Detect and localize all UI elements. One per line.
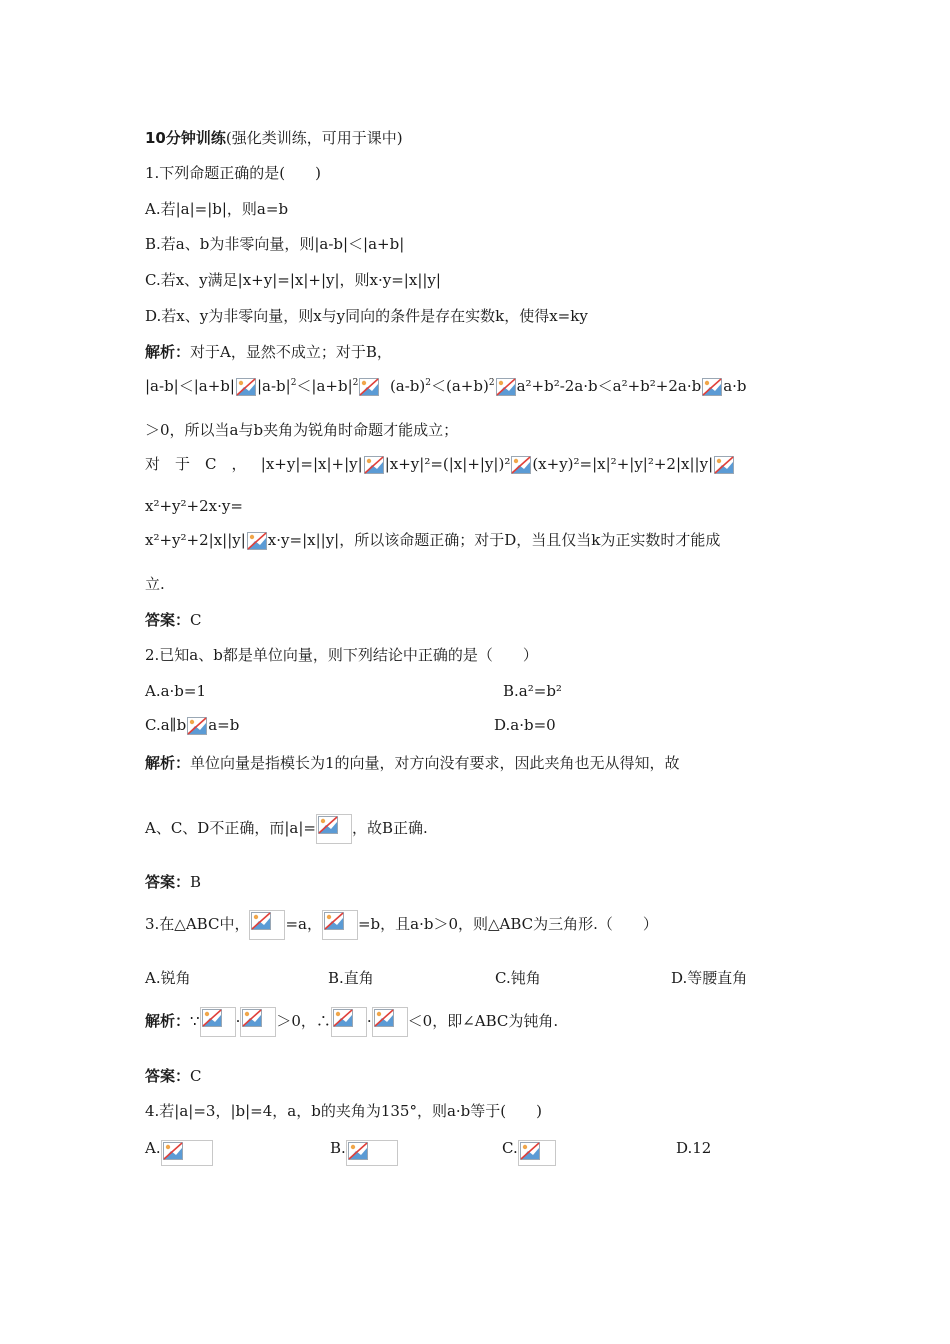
q4-option-d: D.12 bbox=[676, 1139, 712, 1157]
broken-image-icon bbox=[246, 531, 268, 551]
q3-option-c: C.钝角 bbox=[495, 969, 541, 987]
text: · bbox=[366, 1012, 372, 1030]
expr: a·b bbox=[723, 377, 747, 395]
expr: ，故B正确. bbox=[351, 819, 428, 837]
q1-option-c: C.若x、y满足|x+y|=|x|+|y|，则x·y=|x||y| bbox=[145, 271, 441, 289]
q1-analysis-line2: |a-b|＜|a+b| $|a-b|^2<|a+b|^2$ $(a-b)^2<(a+b)^2$ a²+b²-2a·b＜a²+b²+2a·b a·b bbox=[145, 377, 747, 395]
q1-stem: 1.下列命题正确的是( ) bbox=[145, 164, 322, 182]
expr: a²+b²-2a·b＜a²+b²+2a·b bbox=[516, 377, 702, 395]
expr: |a-b|＜|a+b| bbox=[145, 377, 235, 395]
q3-answer bbox=[145, 1066, 202, 1086]
text: ∵ bbox=[190, 1012, 200, 1030]
broken-image-icon bbox=[701, 377, 723, 397]
expr: ＜|a+b| bbox=[296, 377, 353, 395]
expr: |a-b| bbox=[256, 377, 291, 395]
broken-image-icon bbox=[331, 1007, 367, 1037]
broken-image-icon bbox=[235, 377, 257, 397]
option-label: A. bbox=[145, 1139, 161, 1157]
broken-image-icon bbox=[713, 455, 735, 475]
option-label: C. bbox=[502, 1139, 518, 1157]
text: 对 于 C ， bbox=[145, 455, 247, 473]
q3-option-b: B.直角 bbox=[328, 969, 374, 987]
broken-image-icon bbox=[518, 1140, 556, 1166]
q1-analysis-line3: ＞0，所以当a与b夹角为锐角时命题才能成立； bbox=[145, 421, 459, 439]
analysis-label: 解析： bbox=[145, 754, 191, 772]
q2-analysis-line1 bbox=[145, 753, 680, 773]
q1-analysis-line6 bbox=[145, 530, 720, 551]
broken-image-icon bbox=[372, 1007, 408, 1037]
q4-option-c bbox=[502, 1138, 556, 1166]
expr: |x+y|=|x|+|y| bbox=[260, 455, 363, 473]
expr: x²+y²+2|x||y| bbox=[145, 531, 246, 549]
q1-analysis-line1 bbox=[145, 342, 392, 362]
expr: C.a∥b bbox=[145, 716, 187, 734]
q1-option-d: D.若x、y为非零向量，则x与y同向的条件是存在实数k，使得x=ky bbox=[145, 307, 588, 325]
answer-label: 答案： bbox=[145, 1067, 191, 1085]
analysis-label: 解析： bbox=[145, 343, 191, 361]
q2-option-a: A.a·b=1 bbox=[145, 682, 207, 700]
analysis-label: 解析： bbox=[145, 1012, 191, 1030]
q2-stem: 2.已知a、b都是单位向量，则下列结论中正确的是（ ） bbox=[145, 646, 538, 664]
text: ＜0，即∠ABC为钝角. bbox=[407, 1012, 559, 1030]
q4-stem: 4.若|a|=3，|b|=4，a，b的夹角为135°，则a·b等于( ) bbox=[145, 1102, 542, 1120]
broken-image-icon bbox=[363, 455, 385, 475]
broken-image-icon bbox=[161, 1140, 213, 1166]
answer-label: 答案： bbox=[145, 873, 191, 891]
broken-image-icon bbox=[510, 455, 532, 475]
analysis-text: 单位向量是指模长为1的向量，对方向没有要求，因此夹角也无从得知，故 bbox=[190, 754, 680, 772]
broken-image-icon bbox=[358, 377, 380, 397]
broken-image-icon bbox=[200, 1007, 236, 1037]
expr: A、C、D不正确，而|a|= bbox=[145, 819, 316, 837]
expr: |x+y|²=(|x|+|y|)² bbox=[384, 455, 511, 473]
q2-answer bbox=[145, 872, 201, 892]
q3-option-d: D.等腰直角 bbox=[671, 969, 748, 987]
analysis-text: 对于A，显然不成立；对于B， bbox=[190, 343, 392, 361]
broken-image-icon bbox=[495, 377, 517, 397]
broken-image-icon bbox=[240, 1007, 276, 1037]
expr: (a-b) bbox=[389, 377, 426, 395]
expr: (x+y)²=|x|²+|y|²+2|x||y| bbox=[532, 455, 714, 473]
q1-answer bbox=[145, 610, 202, 630]
option-label: B. bbox=[330, 1139, 346, 1157]
broken-image-icon bbox=[316, 814, 352, 844]
broken-image-icon bbox=[186, 716, 208, 736]
expr: ＜(a+b) bbox=[431, 377, 489, 395]
header-bold: 10分钟训练 bbox=[145, 129, 226, 147]
q1-option-b: B.若a、b为非零向量，则|a-b|＜|a+b| bbox=[145, 235, 405, 253]
q3-analysis bbox=[145, 1007, 558, 1037]
text: · bbox=[235, 1012, 241, 1030]
section-header bbox=[145, 128, 403, 148]
q2-option-c bbox=[145, 715, 239, 736]
q2-option-b: B.a²=b² bbox=[503, 682, 562, 700]
q2-analysis-line2 bbox=[145, 814, 428, 844]
q4-option-a bbox=[145, 1138, 213, 1166]
broken-image-icon bbox=[249, 910, 285, 940]
text: 3.在△ABC中， bbox=[145, 915, 250, 933]
text: =a， bbox=[285, 915, 322, 933]
answer-label: 答案： bbox=[145, 611, 191, 629]
q3-stem bbox=[145, 910, 658, 940]
header-rest: (强化类训练，可用于课中) bbox=[225, 129, 403, 147]
answer-value: B bbox=[190, 873, 202, 891]
answer-value: C bbox=[190, 611, 202, 629]
expr: x·y=|x||y|，所以该命题正确；对于D，当且仅当k为正实数时才能成 bbox=[267, 531, 721, 549]
q1-analysis-line4 bbox=[145, 454, 735, 475]
q3-option-a: A.锐角 bbox=[145, 969, 191, 987]
q1-analysis-line7: 立. bbox=[145, 575, 165, 593]
q1-analysis-line5: x²+y²+2x·y= bbox=[145, 497, 243, 515]
text: ＞0，∴ bbox=[276, 1012, 331, 1030]
q4-option-b bbox=[330, 1138, 398, 1166]
expr: a=b bbox=[208, 716, 240, 734]
q1-option-a: A.若|a|=|b|，则a=b bbox=[145, 200, 289, 218]
q2-option-d: D.a·b=0 bbox=[494, 716, 556, 734]
answer-value: C bbox=[190, 1067, 202, 1085]
broken-image-icon bbox=[346, 1140, 398, 1166]
text: =b，且a·b＞0，则△ABC为三角形.（ ） bbox=[357, 915, 658, 933]
broken-image-icon bbox=[322, 910, 358, 940]
